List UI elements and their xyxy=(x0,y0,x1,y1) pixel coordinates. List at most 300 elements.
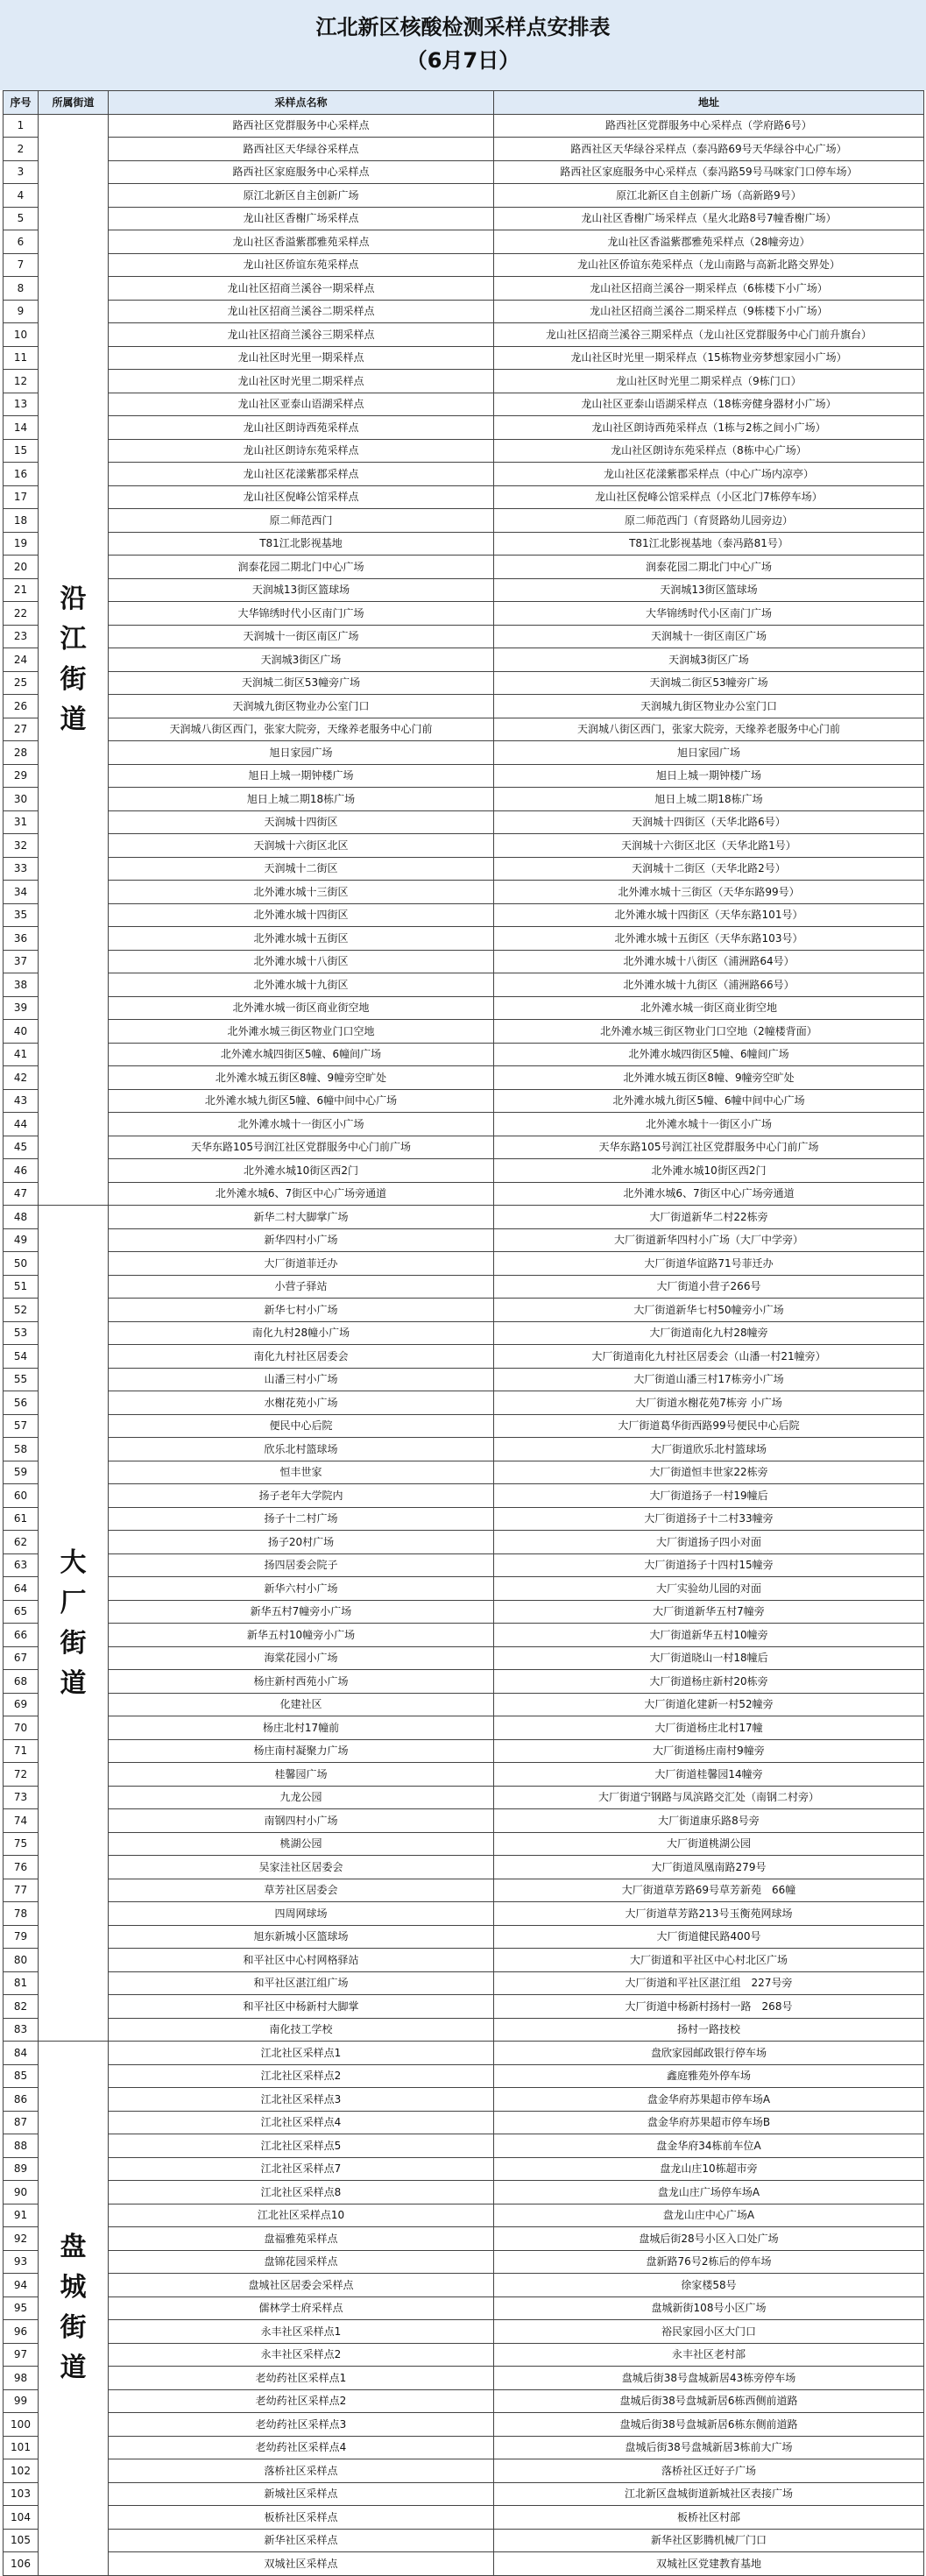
site-address: 盘金华府苏果超市停车场B xyxy=(494,2111,924,2134)
site-name: 龙山社区招商兰溪谷一期采样点 xyxy=(109,277,494,301)
site-address: 盘龙山庄中心广场A xyxy=(494,2204,924,2227)
site-name: 江北社区采样点5 xyxy=(109,2134,494,2158)
row-number: 35 xyxy=(4,903,39,927)
table-row xyxy=(4,2343,924,2367)
site-address: 大厂街道扬子十四村15幢旁 xyxy=(494,1553,924,1577)
site-name: 江北社区采样点7 xyxy=(109,2157,494,2181)
row-number: 41 xyxy=(4,1043,39,1066)
table-row xyxy=(4,1531,924,1554)
table-row xyxy=(4,903,924,927)
table-body xyxy=(4,114,924,2575)
site-name: 新华二村大脚掌广场 xyxy=(109,1206,494,1229)
site-address: 北外滩水城四街区5幢、6幢间广场 xyxy=(494,1043,924,1066)
site-name: 新华六村小广场 xyxy=(109,1577,494,1601)
site-address: 盘城后街38号盘城新居6栋西侧前道路 xyxy=(494,2389,924,2413)
table-row xyxy=(4,393,924,416)
site-name: 扬子20村广场 xyxy=(109,1531,494,1554)
site-address: 盘城新街108号小区广场 xyxy=(494,2296,924,2320)
site-name: 杨庄新村西苑小广场 xyxy=(109,1670,494,1694)
table-row xyxy=(4,1136,924,1159)
site-address: 北外滩水城三街区物业门口空地（2幢楼背面） xyxy=(494,1020,924,1044)
site-name: 老幼药社区采样点3 xyxy=(109,2413,494,2437)
site-name: T81江北影视基地 xyxy=(109,532,494,556)
site-address: 双城社区党建教育基地 xyxy=(494,2552,924,2576)
row-number: 63 xyxy=(4,1553,39,1577)
site-address: 北外滩水城九街区5幢、6幢中间中心广场 xyxy=(494,1089,924,1113)
row-number: 32 xyxy=(4,834,39,858)
table-row xyxy=(4,2389,924,2413)
site-name: 北外滩水城十五街区 xyxy=(109,927,494,951)
table-row xyxy=(4,370,924,393)
table-row xyxy=(4,1159,924,1183)
site-name: 路西社区家庭服务中心采样点 xyxy=(109,160,494,184)
table-row xyxy=(4,323,924,347)
site-name: 桃湖公园 xyxy=(109,1832,494,1856)
row-number: 98 xyxy=(4,2367,39,2390)
site-address: 大厂街道新华四村小广场（大厂中学旁） xyxy=(494,1228,924,1252)
site-name: 小营子驿站 xyxy=(109,1275,494,1299)
site-address: 北外滩水城十四街区（天华东路101号） xyxy=(494,903,924,927)
site-name: 天润城十一街区南区广场 xyxy=(109,625,494,648)
site-name: 化建社区 xyxy=(109,1693,494,1716)
site-name: 杨庄南村凝聚力广场 xyxy=(109,1739,494,1763)
header-street: 所属街道 xyxy=(39,91,109,115)
row-number: 59 xyxy=(4,1461,39,1484)
row-number: 38 xyxy=(4,973,39,997)
table-row xyxy=(4,1507,924,1531)
site-name: 水榭花苑小广场 xyxy=(109,1391,494,1415)
site-name: 杨庄北村17幢前 xyxy=(109,1716,494,1740)
row-number: 52 xyxy=(4,1299,39,1322)
site-address: 北外滩水城五街区8幢、9幢旁空旷处 xyxy=(494,1066,924,1090)
table-row xyxy=(4,671,924,695)
table-row xyxy=(4,834,924,858)
row-number: 20 xyxy=(4,556,39,579)
header-name: 采样点名称 xyxy=(109,91,494,115)
site-name: 北外滩水城6、7街区中心广场旁通道 xyxy=(109,1182,494,1206)
row-number: 54 xyxy=(4,1345,39,1369)
site-name: 北外滩水城10街区西2门 xyxy=(109,1159,494,1183)
table-row xyxy=(4,996,924,1020)
row-number: 5 xyxy=(4,207,39,230)
site-address: 天润城十六街区北区（天华北路1号） xyxy=(494,834,924,858)
table-row xyxy=(4,578,924,602)
site-address: 裕民家园小区大门口 xyxy=(494,2320,924,2344)
table-row xyxy=(4,207,924,230)
table-row xyxy=(4,2367,924,2390)
table-row xyxy=(4,1113,924,1136)
site-address: 原二师范西门（育贤路幼儿园旁边） xyxy=(494,509,924,533)
table-row xyxy=(4,1020,924,1044)
row-number: 43 xyxy=(4,1089,39,1113)
row-number: 1 xyxy=(4,114,39,138)
table-row xyxy=(4,648,924,672)
table-row xyxy=(4,1879,924,1902)
table-row xyxy=(4,2320,924,2344)
table-row xyxy=(4,1553,924,1577)
row-number: 40 xyxy=(4,1020,39,1044)
site-address: 永丰社区老村部 xyxy=(494,2343,924,2367)
site-address: 盘欣家园邮政银行停车场 xyxy=(494,2042,924,2065)
site-name: 新华社区采样点 xyxy=(109,2529,494,2552)
site-address: 江北新区盘城街道新城社区表接广场 xyxy=(494,2482,924,2506)
table-row xyxy=(4,1786,924,1809)
table-row xyxy=(4,300,924,323)
site-name: 龙山社区朗诗东苑采样点 xyxy=(109,439,494,463)
table-row xyxy=(4,556,924,579)
site-address: 大厂街道山潘三村17栋旁小广场 xyxy=(494,1368,924,1391)
site-name: 板桥社区采样点 xyxy=(109,2506,494,2530)
row-number: 96 xyxy=(4,2320,39,2344)
table-row xyxy=(4,114,924,138)
row-number: 80 xyxy=(4,1949,39,1972)
row-number: 6 xyxy=(4,230,39,254)
site-name: 扬子十二村广场 xyxy=(109,1507,494,1531)
site-name: 盘城社区居委会采样点 xyxy=(109,2274,494,2297)
site-name: 天润城十二街区 xyxy=(109,857,494,881)
table-row xyxy=(4,160,924,184)
site-name: 龙山社区朗诗西苑采样点 xyxy=(109,416,494,440)
row-number: 3 xyxy=(4,160,39,184)
table-row xyxy=(4,1461,924,1484)
site-address: 北外滩水城十九街区（浦洲路66号） xyxy=(494,973,924,997)
table-row xyxy=(4,764,924,788)
row-number: 65 xyxy=(4,1600,39,1624)
site-address: 天润城九街区物业办公室门口 xyxy=(494,695,924,718)
site-address: 盘龙山庄10栋超市旁 xyxy=(494,2157,924,2181)
site-name: 原二师范西门 xyxy=(109,509,494,533)
row-number: 9 xyxy=(4,300,39,323)
site-name: 和平社区中杨新村大脚掌 xyxy=(109,1995,494,2019)
site-name: 南钢四村小广场 xyxy=(109,1809,494,1833)
table-row xyxy=(4,881,924,904)
row-number: 95 xyxy=(4,2296,39,2320)
site-address: 大厂街道南化九村社区居委会（山潘一村21幢旁） xyxy=(494,1345,924,1369)
table-row xyxy=(4,1438,924,1461)
site-address: 大厂街道健民路400号 xyxy=(494,1925,924,1949)
site-address: T81江北影视基地（泰冯路81号） xyxy=(494,532,924,556)
row-number: 87 xyxy=(4,2111,39,2134)
table-row xyxy=(4,1624,924,1647)
row-number: 21 xyxy=(4,578,39,602)
site-name: 扬子老年大学院内 xyxy=(109,1484,494,1508)
site-name: 江北社区采样点2 xyxy=(109,2064,494,2088)
site-address: 龙山社区倪峰公馆采样点（小区北门7栋停车场） xyxy=(494,485,924,509)
table-row xyxy=(4,2157,924,2181)
row-number: 68 xyxy=(4,1670,39,1694)
site-name: 天润城3街区广场 xyxy=(109,648,494,672)
row-number: 14 xyxy=(4,416,39,440)
site-name: 江北社区采样点1 xyxy=(109,2042,494,2065)
row-number: 99 xyxy=(4,2389,39,2413)
site-address: 天润城二街区53幢旁广场 xyxy=(494,671,924,695)
site-name: 北外滩水城四街区5幢、6幢间广场 xyxy=(109,1043,494,1066)
site-address: 大厂实验幼儿园的对面 xyxy=(494,1577,924,1601)
site-address: 北外滩水城十八街区（浦洲路64号） xyxy=(494,950,924,973)
site-name: 北外滩水城十三街区 xyxy=(109,881,494,904)
row-number: 34 xyxy=(4,881,39,904)
table-row xyxy=(4,2181,924,2204)
table-row xyxy=(4,2552,924,2576)
table-row xyxy=(4,416,924,440)
row-number: 88 xyxy=(4,2134,39,2158)
site-address: 盘新路76号2栋后的停车场 xyxy=(494,2250,924,2274)
row-number: 64 xyxy=(4,1577,39,1601)
site-address: 旭日家园广场 xyxy=(494,741,924,765)
table-row xyxy=(4,2204,924,2227)
site-name: 天润城九街区物业办公室门口 xyxy=(109,695,494,718)
row-number: 82 xyxy=(4,1995,39,2019)
site-address: 盘城后街38号盘城新居3栋前大广场 xyxy=(494,2436,924,2459)
row-number: 30 xyxy=(4,788,39,811)
site-name: 北外滩水城十四街区 xyxy=(109,903,494,927)
table-row xyxy=(4,346,924,370)
row-number: 104 xyxy=(4,2506,39,2530)
row-number: 57 xyxy=(4,1414,39,1438)
table-row xyxy=(4,1391,924,1415)
site-address: 鑫庭雅苑外停车场 xyxy=(494,2064,924,2088)
site-address: 扬村一路技校 xyxy=(494,2018,924,2042)
row-number: 92 xyxy=(4,2227,39,2251)
site-address: 大厂街道草芳路213号玉衡苑网球场 xyxy=(494,1902,924,1926)
row-number: 60 xyxy=(4,1484,39,1508)
site-name: 扬四居委会院子 xyxy=(109,1553,494,1577)
table-row xyxy=(4,2274,924,2297)
site-address: 大厂街道杨庄北村17幢 xyxy=(494,1716,924,1740)
site-address: 盘龙山庄广场停车场A xyxy=(494,2181,924,2204)
table-row xyxy=(4,1809,924,1833)
row-number: 78 xyxy=(4,1902,39,1926)
site-address: 天润城3街区广场 xyxy=(494,648,924,672)
site-name: 路西社区党群服务中心采样点 xyxy=(109,114,494,138)
site-address: 大厂街道华谊路71号菲迁办 xyxy=(494,1252,924,1276)
row-number: 58 xyxy=(4,1438,39,1461)
site-name: 旭日上城二期18栋广场 xyxy=(109,788,494,811)
row-number: 45 xyxy=(4,1136,39,1159)
row-number: 7 xyxy=(4,253,39,277)
table-row xyxy=(4,1763,924,1787)
site-name: 江北社区采样点8 xyxy=(109,2181,494,2204)
table-row xyxy=(4,439,924,463)
row-number: 33 xyxy=(4,857,39,881)
site-address: 路西社区家庭服务中心采样点（泰冯路59号马咪家门口停车场） xyxy=(494,160,924,184)
site-name: 老幼药社区采样点2 xyxy=(109,2389,494,2413)
table-row xyxy=(4,973,924,997)
row-number: 36 xyxy=(4,927,39,951)
row-number: 25 xyxy=(4,671,39,695)
table-row xyxy=(4,718,924,741)
site-address: 大厂街道欣乐北村篮球场 xyxy=(494,1438,924,1461)
row-number: 18 xyxy=(4,509,39,533)
site-name: 吴家洼社区居委会 xyxy=(109,1856,494,1879)
site-name: 旭东新城小区篮球场 xyxy=(109,1925,494,1949)
table-row xyxy=(4,602,924,626)
row-number: 28 xyxy=(4,741,39,765)
site-address: 大厂街道杨庄新村20栋旁 xyxy=(494,1670,924,1694)
row-number: 76 xyxy=(4,1856,39,1879)
table-row xyxy=(4,1739,924,1763)
site-name: 桂馨园广场 xyxy=(109,1763,494,1787)
table-row xyxy=(4,2413,924,2437)
row-number: 55 xyxy=(4,1368,39,1391)
row-number: 27 xyxy=(4,718,39,741)
row-number: 73 xyxy=(4,1786,39,1809)
site-name: 天华东路105号润江社区党群服务中心门前广场 xyxy=(109,1136,494,1159)
row-number: 90 xyxy=(4,2181,39,2204)
page-subtitle: （6月7日） xyxy=(406,48,520,73)
table-row xyxy=(4,1368,924,1391)
row-number: 74 xyxy=(4,1809,39,1833)
site-name: 龙山社区倪峰公馆采样点 xyxy=(109,485,494,509)
row-number: 11 xyxy=(4,346,39,370)
table-row xyxy=(4,184,924,208)
site-name: 南化技工学校 xyxy=(109,2018,494,2042)
row-number: 10 xyxy=(4,323,39,347)
site-name: 盘福雅苑采样点 xyxy=(109,2227,494,2251)
table-row xyxy=(4,463,924,486)
site-name: 新城社区采样点 xyxy=(109,2482,494,2506)
site-address: 大厂街道和平社区湛江组 227号旁 xyxy=(494,1971,924,1995)
table-row xyxy=(4,138,924,161)
row-number: 13 xyxy=(4,393,39,416)
site-address: 大厂街道草芳路69号草芳新苑 66幢 xyxy=(494,1879,924,1902)
row-number: 29 xyxy=(4,764,39,788)
site-name: 天润城八街区西门，张家大院旁，天缘养老服务中心门前 xyxy=(109,718,494,741)
table-row xyxy=(4,625,924,648)
site-address: 大厂街道恒丰世家22栋旁 xyxy=(494,1461,924,1484)
table-row xyxy=(4,1646,924,1670)
site-address: 龙山社区朗诗东苑采样点（8栋中心广场） xyxy=(494,439,924,463)
row-number: 72 xyxy=(4,1763,39,1787)
row-number: 19 xyxy=(4,532,39,556)
site-address: 龙山社区花漾紫郡采样点（中心广场内凉亭） xyxy=(494,463,924,486)
row-number: 49 xyxy=(4,1228,39,1252)
row-number: 23 xyxy=(4,625,39,648)
table-row xyxy=(4,2111,924,2134)
site-name: 北外滩水城十八街区 xyxy=(109,950,494,973)
site-address: 龙山社区朗诗西苑采样点（1栋与2栋之间小广场） xyxy=(494,416,924,440)
site-address: 龙山社区侨谊东苑采样点（龙山南路与高新北路交界处） xyxy=(494,253,924,277)
table-row xyxy=(4,1716,924,1740)
site-name: 龙山社区香溢紫郡雅苑采样点 xyxy=(109,230,494,254)
row-number: 15 xyxy=(4,439,39,463)
table-row xyxy=(4,230,924,254)
table-row xyxy=(4,2042,924,2065)
row-number: 37 xyxy=(4,950,39,973)
table-row xyxy=(4,2064,924,2088)
site-name: 龙山社区亚泰山语湖采样点 xyxy=(109,393,494,416)
street-name xyxy=(39,114,109,1206)
site-address: 大厂街道新华七村50幢旁小广场 xyxy=(494,1299,924,1322)
table-row xyxy=(4,1484,924,1508)
table-row xyxy=(4,1206,924,1229)
row-number: 56 xyxy=(4,1391,39,1415)
row-number: 50 xyxy=(4,1252,39,1276)
row-number: 89 xyxy=(4,2157,39,2181)
site-name: 北外滩水城三街区物业门口空地 xyxy=(109,1020,494,1044)
street-name xyxy=(39,2042,109,2576)
title-block xyxy=(0,0,926,90)
site-name: 江北社区采样点4 xyxy=(109,2111,494,2134)
site-address: 天润城十一街区南区广场 xyxy=(494,625,924,648)
site-address: 大厂街道扬子四小对面 xyxy=(494,1531,924,1554)
table-row xyxy=(4,2436,924,2459)
row-number: 77 xyxy=(4,1879,39,1902)
site-address: 天华东路105号润江社区党群服务中心门前广场 xyxy=(494,1136,924,1159)
site-address: 天润城八街区西门，张家大院旁，天缘养老服务中心门前 xyxy=(494,718,924,741)
site-address: 旭日上城一期钟楼广场 xyxy=(494,764,924,788)
table-row xyxy=(4,2134,924,2158)
row-number: 94 xyxy=(4,2274,39,2297)
table-row xyxy=(4,1089,924,1113)
site-name: 天润城十四街区 xyxy=(109,810,494,834)
table-row xyxy=(4,1971,924,1995)
site-name: 龙山社区花漾紫郡采样点 xyxy=(109,463,494,486)
table-row xyxy=(4,1995,924,2019)
site-name: 九龙公园 xyxy=(109,1786,494,1809)
row-number: 2 xyxy=(4,138,39,161)
row-number: 12 xyxy=(4,370,39,393)
site-address: 天润城十二街区（天华北路2号） xyxy=(494,857,924,881)
row-number: 51 xyxy=(4,1275,39,1299)
site-name: 旭日家园广场 xyxy=(109,741,494,765)
row-number: 79 xyxy=(4,1925,39,1949)
site-address: 盘城后街38号盘城新居6栋东侧前道路 xyxy=(494,2413,924,2437)
site-address: 大厂街道水榭花苑7栋旁 小广场 xyxy=(494,1391,924,1415)
site-name: 恒丰世家 xyxy=(109,1461,494,1484)
site-address: 北外滩水城十五街区（天华东路103号） xyxy=(494,927,924,951)
site-name: 儒林学士府采样点 xyxy=(109,2296,494,2320)
site-name: 北外滩水城十九街区 xyxy=(109,973,494,997)
table-row xyxy=(4,2506,924,2530)
page-title: 江北新区核酸检测采样点安排表 xyxy=(315,15,611,39)
table-row xyxy=(4,1856,924,1879)
site-address: 大厂街道中杨新村扬村一路 268号 xyxy=(494,1995,924,2019)
table-row xyxy=(4,788,924,811)
site-address: 大厂街道和平社区中心村北区广场 xyxy=(494,1949,924,1972)
site-name: 新华五村7幢旁小广场 xyxy=(109,1600,494,1624)
site-address: 北外滩水城一街区商业街空地 xyxy=(494,996,924,1020)
site-name: 龙山社区侨谊东苑采样点 xyxy=(109,253,494,277)
row-number: 62 xyxy=(4,1531,39,1554)
site-address: 北外滩水城6、7街区中心广场旁通道 xyxy=(494,1182,924,1206)
row-number: 44 xyxy=(4,1113,39,1136)
site-address: 龙山社区香榭广场采样点（星火北路8号7幢香榭广场） xyxy=(494,207,924,230)
table-row xyxy=(4,485,924,509)
site-address: 大厂街道桂馨园14幢旁 xyxy=(494,1763,924,1787)
site-name: 新华四村小广场 xyxy=(109,1228,494,1252)
row-number: 24 xyxy=(4,648,39,672)
table-row xyxy=(4,1670,924,1694)
row-number: 8 xyxy=(4,277,39,301)
row-number: 101 xyxy=(4,2436,39,2459)
site-name: 欣乐北村篮球场 xyxy=(109,1438,494,1461)
row-number: 97 xyxy=(4,2343,39,2367)
row-number: 71 xyxy=(4,1739,39,1763)
site-address: 北外滩水城十三街区（天华东路99号） xyxy=(494,881,924,904)
site-address: 北外滩水城10街区西2门 xyxy=(494,1159,924,1183)
site-address: 龙山社区亚泰山语湖采样点（18栋旁健身器材小广场） xyxy=(494,393,924,416)
row-number: 75 xyxy=(4,1832,39,1856)
row-number: 66 xyxy=(4,1624,39,1647)
site-name: 双城社区采样点 xyxy=(109,2552,494,2576)
table-row xyxy=(4,1321,924,1345)
table-row xyxy=(4,1949,924,1972)
site-name: 天润城二街区53幢旁广场 xyxy=(109,671,494,695)
row-number: 39 xyxy=(4,996,39,1020)
site-address: 天润城十四街区（天华北路6号） xyxy=(494,810,924,834)
site-address: 大厂街道新华五村10幢旁 xyxy=(494,1624,924,1647)
